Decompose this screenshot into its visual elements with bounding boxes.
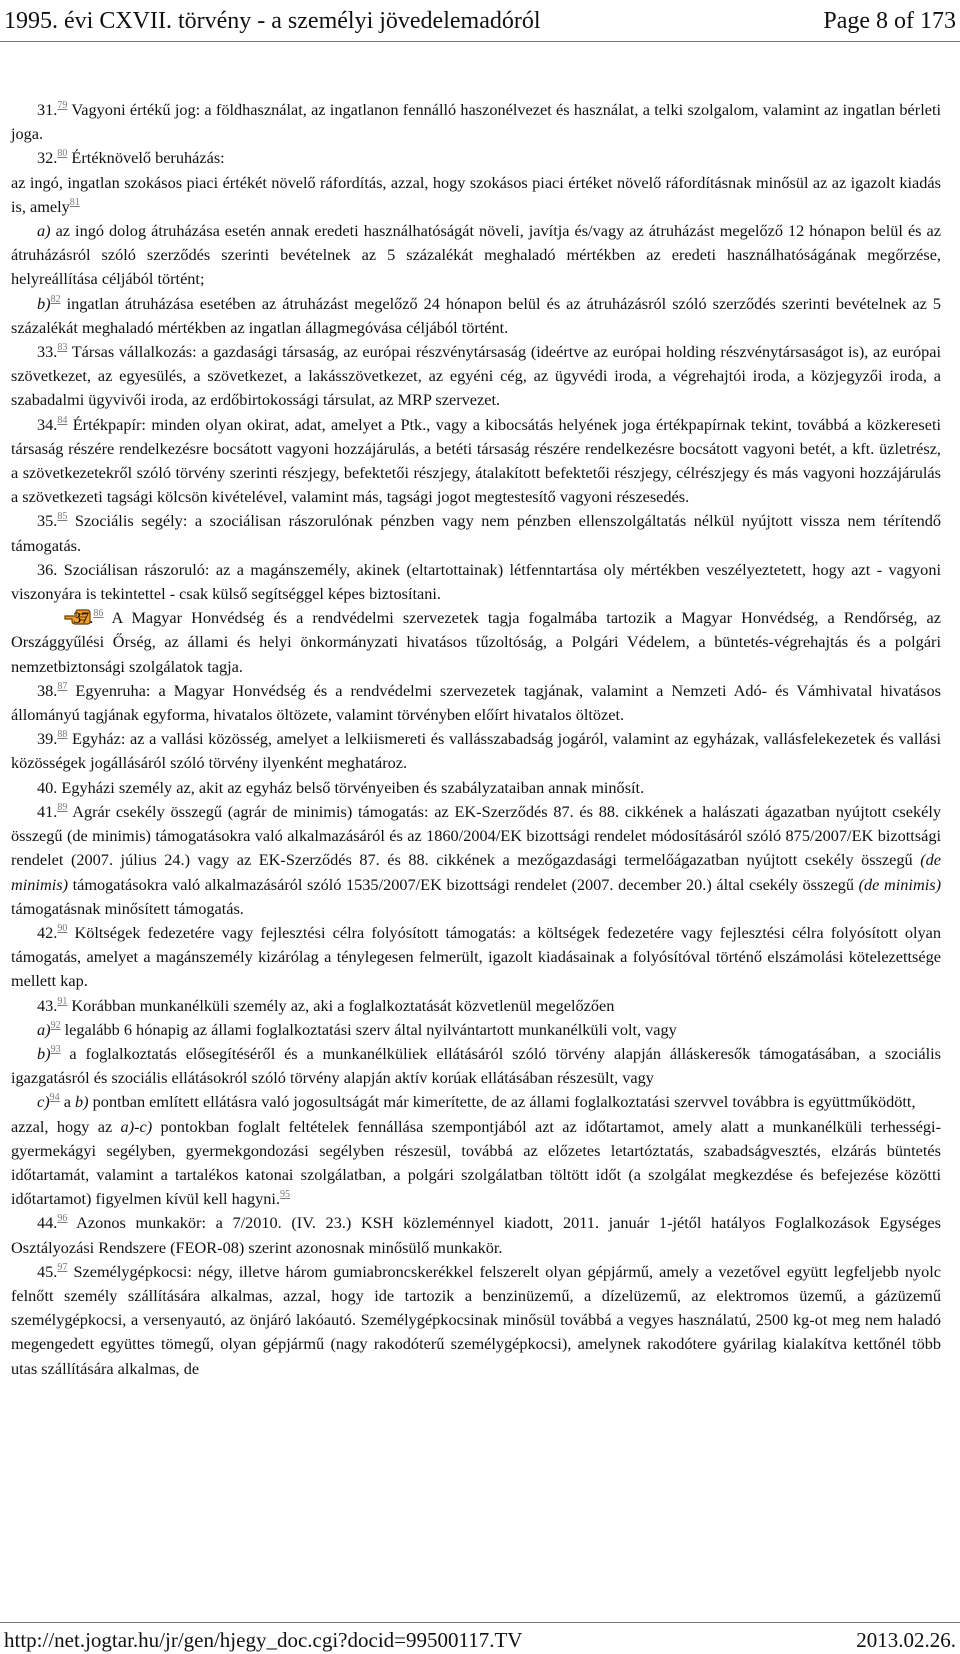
italic-term: (de minimis) (858, 874, 941, 894)
item-text: támogatásokra való alkalmazásáról szóló 1535/2007/EK bizottsági rendelet (2007. december 20.) által csekély összegű (67, 874, 859, 894)
definition-38 (11, 679, 941, 727)
item-text: a (59, 1092, 76, 1112)
footnote-link-82[interactable]: 82 (50, 293, 61, 305)
footnote-link-93[interactable]: 93 (50, 1043, 61, 1055)
page-header (0, 2, 960, 40)
item-text: Egyház: az a vallási közösség, amelyet a lelkiismereti és vallásszabadság jogáról, valamint az egyházak, vallásfelekezetek és vallási közösségek jogállásáról szóló törvény ilyenként meghatároz. (11, 729, 941, 773)
item-text: támogatásnak minősített támogatás. (11, 898, 244, 918)
footnote-link-97[interactable]: 97 (57, 1261, 68, 1273)
item-text: a foglalkoztatás elősegítéséről és a munkanélküliek ellátásáról szóló törvény alapján álláskeresők támogatásában, a szociális igazgatásról és szociális ellátásokról szóló törvény alapján aktív korúak ellátásában részesült, vagy (11, 1043, 941, 1088)
footnote-link-90[interactable]: 90 (57, 922, 68, 934)
item-text: az ingó dolog átruházása esetén annak eredeti használhatóságát növeli, javítja és/vagy az átruházást megelőző 12 hónapon belül és az átruházásról szóló szerződés szerinti bevételnek az 5 százalékát meghaladó mértékben az eredeti használhatóságának megőrzése, helyreállítása céljából történt; (11, 221, 941, 289)
definition-32-point-b (11, 292, 941, 340)
definition-33 (11, 340, 941, 413)
footnote-link-85[interactable]: 85 (57, 511, 68, 523)
definition-31 (11, 98, 941, 146)
item-text: Értékpapír: minden olyan okirat, adat, amelyet a Ptk., vagy a kibocsátás helyének joga értékpapírnak tekint, továbbá a közkereseti társaság részére rendelkezésre bocsátott vagyoni hozzájárulás, a betéti társaság részére rendelkezésre bocsátott vagyoni betét, a kft. üzletrész, a szövetkezetekről szóló törvény szerinti részjegy, befektetői részjegy, átalakított befektetői részjegy, célrészjegy és más vagyoni hozzájárulás a szövetkezeti tagsági kölcsön kivételével, valamint más, tagsági jogot megtestesítő vagyoni részesedés. (11, 414, 941, 507)
definition-34 (11, 413, 941, 510)
definition-37 (11, 606, 941, 679)
italic-term: a)-c) (120, 1116, 153, 1136)
item-text: Korábban munkanélküli személy az, aki a foglalkoztatását közvetlenül megelőzően (67, 995, 615, 1015)
item-number: 35. (37, 511, 58, 531)
point-marker: b) (37, 1043, 51, 1063)
footnote-link-81[interactable]: 81 (69, 196, 80, 208)
footnote-link-95[interactable]: 95 (280, 1189, 291, 1201)
definition-36 (11, 558, 941, 606)
item-text: 36. Szociálisan rászoruló: az a magánszemély, akinek (eltartottainak) létfenntartása oly mértékben veszélyeztetett, hogy azt - vagyoni viszonyára is tekintettel - csak külső segítséggel képes biztosítani. (11, 559, 941, 604)
definition-43-point-a (11, 1018, 941, 1042)
definition-44 (11, 1211, 941, 1259)
item-number: 37. (73, 608, 94, 628)
definition-35 (11, 509, 941, 557)
header-rule (0, 41, 960, 42)
definition-45 (11, 1260, 941, 1381)
item-text: Szociális segély: a szociálisan rászorulónak pénzben vagy nem pénzben ellenszolgáltatás nélkül nyújtott vissza nem térítendő támogatás. (11, 511, 941, 555)
footnote-link-84[interactable]: 84 (57, 414, 68, 426)
point-marker: a) (37, 1019, 51, 1039)
pointing-hand-icon[interactable] (37, 608, 67, 626)
item-number: 42. (37, 922, 58, 942)
item-number: 41. (37, 801, 58, 821)
item-number: 32. (37, 148, 58, 168)
item-text: A Magyar Honvédség és a rendvédelmi szervezetek tagja fogalmába tartozik a Magyar Honvédség, a Rendőrség, az Országgyűlési Őrség, az állami és helyi önkormányzati hivatásos tűzoltóság, a Polgári Védelem, a büntetés-végrehajtás és a polgári nemzetbiztonsági szolgálatok tagja. (11, 608, 941, 676)
item-number: 43. (37, 995, 58, 1015)
item-text: Értéknövelő beruházás: (67, 148, 225, 168)
point-marker: a) (37, 221, 51, 241)
footnote-link-94[interactable]: 94 (49, 1092, 60, 1104)
document-body (11, 98, 941, 1381)
definition-40 (11, 776, 941, 800)
item-text: azzal, hogy az (11, 1116, 121, 1136)
item-text: ingatlan átruházása esetében az átruházást megelőző 24 hónapon belül és az átruházásról szóló szerződés szerinti bevételnek az 5 százalékát meghaladó mértékben az ingatlan állagmegóvása céljából történt. (11, 293, 941, 337)
footnote-link-96[interactable]: 96 (57, 1213, 68, 1225)
point-marker: b) (37, 293, 51, 313)
footnote-link-79[interactable]: 79 (57, 100, 68, 111)
item-number: 38. (37, 680, 58, 700)
page-number: Page 8 of 173 (823, 8, 956, 34)
item-text: legalább 6 hónapig az állami foglalkoztatási szerv által nyilvántartott munkanélküli volt, vagy (60, 1019, 677, 1039)
item-text: az ingó, ingatlan szokásos piaci értékét növelő ráfordítás, azzal, hogy szokásos piaci értéket növelő ráfordításnak minősül az az igazolt kiadás is, amely (11, 172, 941, 216)
definition-43 (11, 994, 941, 1018)
item-text: pontokban foglalt feltételek fennállása szempontjából azt az időtartamot, amely alatt a munkanélküli terhességi-gyermekágyi segélyben, gyermekgondozási segélyben részesül, továbbá az előzetes letartóztatás, szabadságvesztés, elzárás büntetés időtartamát, valamint a tartalékos katonai szolgálatban, a polgári szolgálatban töltött időt (a szolgálat megkezdése és befejezése közötti időtartamot) figyelmen kívül kell hagyni. (11, 1116, 941, 1209)
source-url[interactable]: http://net.jogtar.hu/jr/gen/hjegy_doc.cgi?docid=99500117.TV (4, 1628, 523, 1652)
item-number: 33. (37, 342, 58, 362)
definition-39 (11, 727, 941, 775)
item-text: 40. Egyházi személy az, akit az egyház belső törvényeiben és szabályzataiban annak minősít. (37, 777, 645, 797)
footnote-link-91[interactable]: 91 (57, 995, 68, 1007)
definition-43-point-c (11, 1090, 941, 1114)
definition-32 (11, 146, 941, 170)
footnote-link-88[interactable]: 88 (57, 729, 68, 741)
item-number: 39. (37, 729, 58, 749)
footer-rule (0, 1622, 960, 1623)
definition-43-closing (11, 1115, 941, 1212)
definition-32-body (11, 171, 941, 219)
item-text: Agrár csekély összegű (agrár de minimis) támogatás: az EK-Szerződés 87. és 88. cikkének a halászati ágazatban nyújtott csekély összegű (de minimis) támogatásokra való alkalmazásáról és az 1860/2004/EK bizottsági rendelet módosításáról szóló 875/2007/EK bizottsági rendelet (2007. július 24.) vagy az EK-Szerződés 87. és 88. cikkének a mezőgazdasági termelőágazatban nyújtott csekély összegű (11, 801, 941, 870)
footnote-link-92[interactable]: 92 (50, 1019, 61, 1031)
item-text: Vagyoni értékű jog: a földhasználat, az ingatlanon fennálló haszonélvezet és használat, a telki szolgalom, valamint az ingatlan bérleti joga. (11, 100, 941, 144)
item-text: Azonos munkakör: a 7/2010. (IV. 23.) KSH közleménnyel kiadott, 2011. január 1-jétől hatályos Foglalkozások Egységes Osztályozási Rendszere (FEOR-08) szerint azonosnak minősülő munkakör. (11, 1213, 941, 1257)
footnote-link-89[interactable]: 89 (57, 801, 68, 813)
item-number: 31. (37, 100, 58, 119)
item-text: Költségek fedezetére vagy fejlesztési célra folyósított támogatás: a költségek fedezetére vagy fejlesztési célra folyósított olyan támogatás, amelyet a magánszemély kizárólag a ténylegesen felmerült, igazolt kiadásainak a folyósítóval történő elszámolási kötelezettsége mellett kap. (11, 922, 941, 991)
item-number: 34. (37, 414, 58, 434)
definition-42 (11, 921, 941, 994)
item-text: Társas vállalkozás: a gazdasági társaság, az európai részvénytársaság (ideértve az európai holding részvénytársaságot is), az európai szövetkezet, az egyesülés, a szövetkezet, a lakásszövetkezet, az egyéni cég, az ügyvédi iroda, a végrehajtói iroda, a közjegyzői iroda, a szabadalmi ügyvivői iroda, az erdőbirtokossági társulat, az MRP szervezet. (11, 342, 941, 410)
footnote-link-80[interactable]: 80 (57, 148, 68, 160)
definition-43-point-b (11, 1042, 941, 1090)
document-title: 1995. évi CXVII. törvény - a személyi jövedelemadóról (4, 8, 541, 34)
point-marker: c) (37, 1092, 50, 1112)
italic-term: (de minimis) (11, 850, 941, 894)
footnote-link-87[interactable]: 87 (57, 680, 68, 692)
item-text: Egyenruha: a Magyar Honvédség és a rendvédelmi szervezetek tagjának, valamint a Nemzeti Adó- és Vámhivatal hivatásos állományú tagjának egyforma, hivatalos öltözete, valamint törvényben előírt hivatalos öltözet. (11, 680, 941, 725)
item-number: 45. (37, 1261, 58, 1281)
definition-41 (11, 800, 941, 921)
page-footer (0, 1626, 960, 1654)
print-date: 2013.02.26. (856, 1628, 956, 1652)
item-text: pontban említett ellátásra való jogosultságát már kimerítette, de az állami foglalkoztatási szervvel továbbra is együttműködött, (88, 1092, 916, 1112)
footnote-link-83[interactable]: 83 (57, 342, 68, 354)
italic-term: b) (75, 1092, 89, 1112)
footnote-link-86[interactable]: 86 (93, 608, 104, 620)
definition-32-point-a (11, 219, 941, 292)
item-text: Személygépkocsi: négy, illetve három gumiabroncskerékkel felszerelt olyan gépjármű, amely a vezetővel együtt legfeljebb nyolc felnőtt személy szállítására alkalmas, azzal, hogy ide tartozik a benzinüzemű, a dízelüzemű, az elektromos üzemű, a gázüzemű személygépkocsi, a versenyautó, az önjáró lakóautó. Személygépkocsinak minősül továbbá a vegyes használatú, 2500 kg-ot meg nem haladó megengedett együttes tömegű, olyan gépjármű (nagy rakodóterű személygépkocsi), amelynek rakodótere gyárilag kialakítva kettőnél több utas szállítására alkalmas, de (11, 1261, 941, 1378)
item-number: 44. (37, 1213, 58, 1233)
